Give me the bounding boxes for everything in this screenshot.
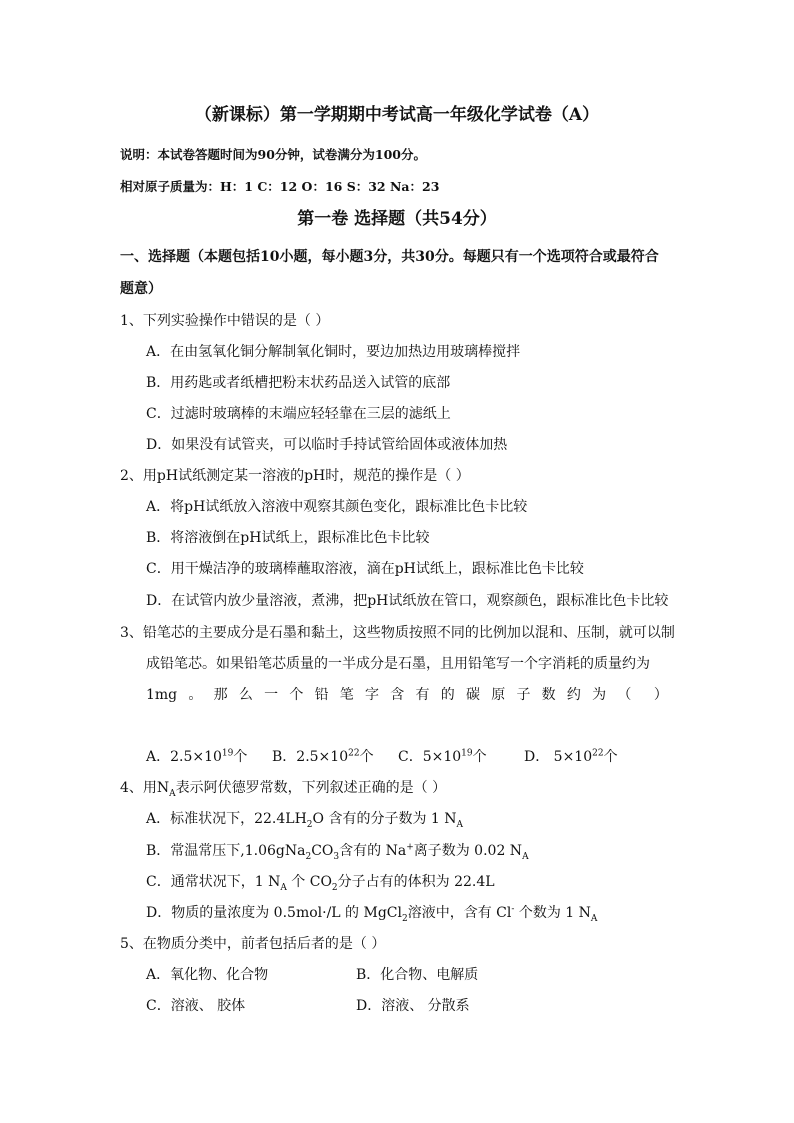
q3-line3-char: 字 [365,687,380,703]
q3-line3-char: 1mg [146,687,178,703]
q3-line3-char: （ [617,687,632,703]
q3-line3-char: 子 [516,687,531,703]
q1-option-d: D．如果没有试管夹，可以临时手持试管给固体或液体加热 [146,437,508,453]
q3-option-a: A．$2.5\times 10^{19}$个 [146,748,248,765]
q5-option-c: C．溶液、 胶体 [146,998,246,1014]
q4-option-d: D．物质的量浓度为 0.5mol·/L 的 MgCl$_2$溶液中，含有 Cl- 个数为 1 $N_A$ [146,904,598,924]
q4-option-c: C．通常状况下，1 $N_A$ 个 $CO_2$分子占有的体积为 22.4L [146,874,495,893]
q3-line3-char: 数 [541,687,556,703]
q3-line3-char: 一 [264,687,279,703]
q3-line3-char: 含 [390,687,405,703]
q2-option-a: A．将pH试纸放入溶液中观察其颜色变化，跟标准比色卡比较 [146,499,528,515]
q4-stem: 4、用$N_A$表示阿伏德罗常数，下列叙述正确的是（ ） [120,780,447,799]
q2-stem: 2、用pH试纸测定某一溶液的pH时，规范的操作是（ ） [120,468,470,484]
q3-line3-char: 笔 [339,687,354,703]
q3-line3-char: 铅 [314,687,329,703]
q3-option-c: C．$5\times 10^{19}$个 [398,748,487,765]
q5-option-b: B．化合物、电解质 [356,967,479,983]
q1-option-b: B．用药匙或者纸槽把粉末状药品送入试管的底部 [146,375,451,391]
q5-option-d: D．溶液、 分散系 [356,998,470,1014]
exam-instructions: 说明：本试卷答题时间为90分钟，试卷满分为100分。 [120,147,426,162]
q3-line3-char: 原 [491,687,506,703]
section-title: 第一卷 选择题（共54分） [297,209,497,229]
q3-line3-char: 为 [592,687,607,703]
q3-option-d: D． $5\times 10^{22}$个 [524,748,618,765]
q1-stem: 1、下列实验操作中错误的是（ ） [120,313,330,329]
q1-option-c: C．过滤时玻璃棒的末端应轻轻靠在三层的滤纸上 [146,406,451,422]
q3-line3-char: 的 [440,687,455,703]
q2-option-c: C．用干燥洁净的玻璃棒蘸取溶液，滴在pH试纸上，跟标准比色卡比较 [146,561,584,577]
q3-line3-char: 个 [289,687,304,703]
q3-line3-char: 那 [213,687,228,703]
q3-line3-char: ） [653,687,668,703]
exam-title: （新课标）第一学期期中考试高一年级化学试卷（A） [194,105,600,125]
q2-option-b: B．将溶液倒在pH试纸上，跟标准比色卡比较 [146,530,430,546]
q2-option-d: D．在试管内放少量溶液，煮沸，把pH试纸放在管口，观察颜色，跟标准比色卡比较 [146,593,669,609]
part1-heading-line2: 题意） [120,281,162,297]
q3-stem-line1: 3、铅笔芯的主要成分是石墨和黏土，这些物质按照不同的比例加以混和、压制，就可以制 [120,625,675,641]
q3-stem-line3 [146,686,668,704]
q3-line3-char: 约 [566,687,581,703]
atomic-mass-note: 相对原子质量为：H：1 C：12 O：16 S：32 Na：23 [120,179,440,194]
q3-line3-char: 。 [188,687,203,703]
q3-line3-char: 有 [415,687,430,703]
q3-line3-char: 碳 [465,687,480,703]
q3-line3-char: 么 [238,687,253,703]
q5-option-a: A．氧化物、化合物 [146,967,269,983]
q4-option-a: A．标准状况下，$22.4LH_2O$ 含有的分子数为 1 $N_A$ [146,811,464,830]
q4-option-b: B．常温常压下$,1.06gNa_2CO_3$含有的 Na+离子数为 0.02 $N_A$ [146,842,529,862]
q3-option-b: B．$2.5\times 10^{22}$个 [272,748,374,765]
q1-option-a: A．在由氢氧化铜分解制氧化铜时，要边加热边用玻璃棒搅拌 [146,344,521,360]
q5-stem: 5、在物质分类中，前者包括后者的是（ ） [120,936,386,952]
part1-heading-line1: 一、选择题（本题包括10小题，每小题3分，共30分。每题只有一个选项符合或最符合 [120,249,659,265]
q3-stem-line2: 成铅笔芯。如果铅笔芯质量的一半成分是石墨，且用铅笔写一个字消耗的质量约为 [146,656,650,672]
